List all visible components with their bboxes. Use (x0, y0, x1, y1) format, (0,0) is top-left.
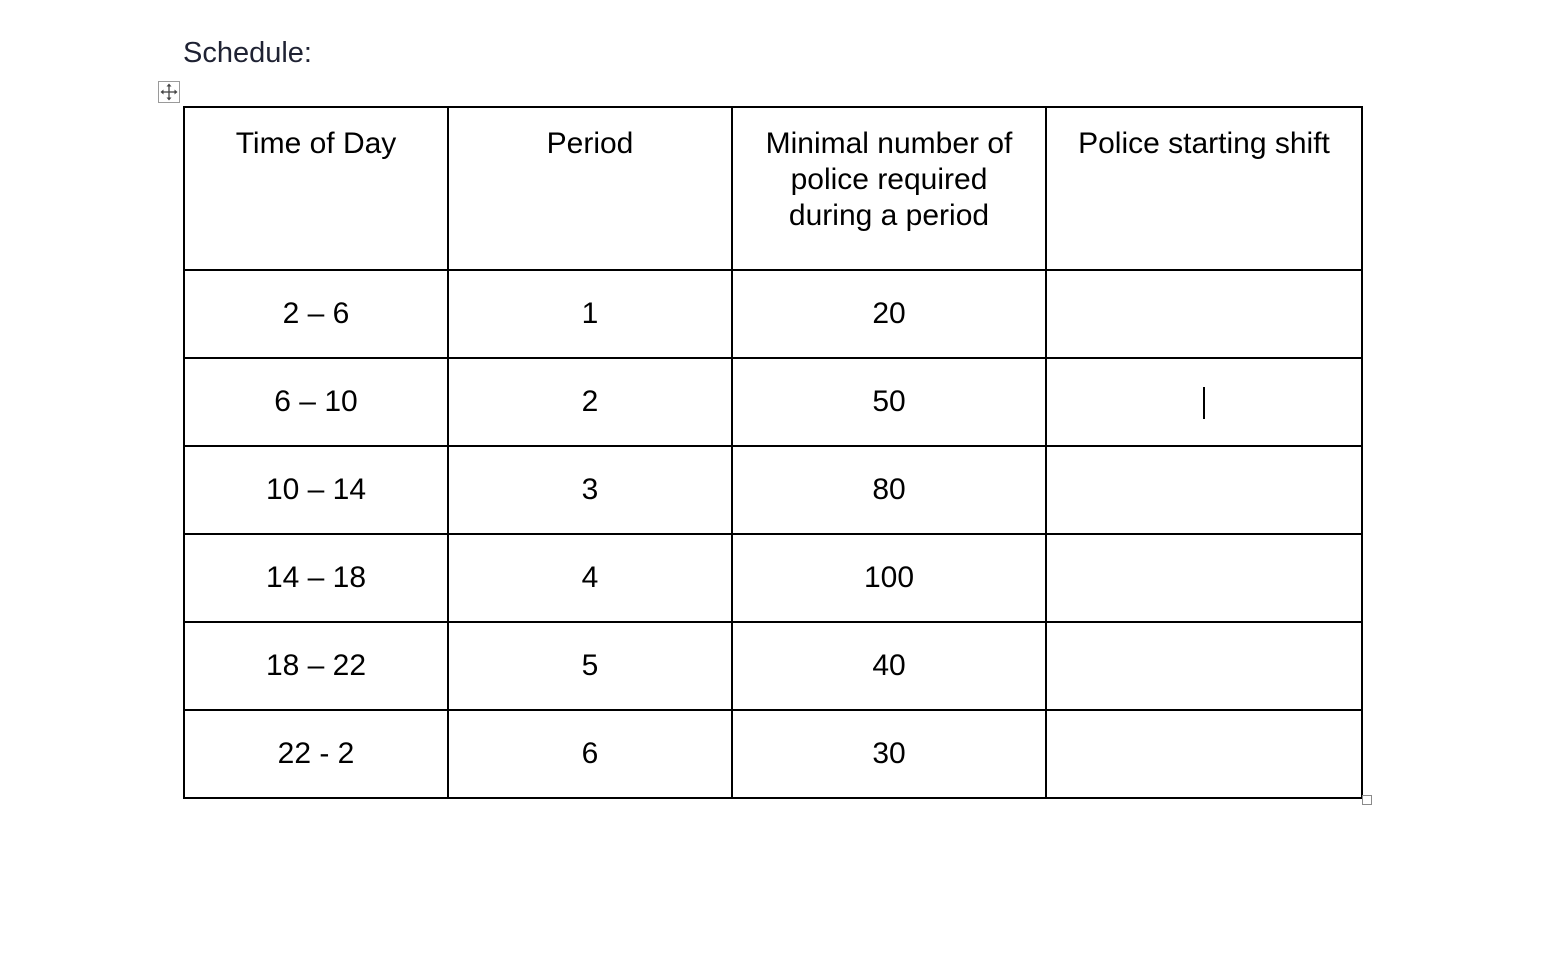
table-move-handle-icon[interactable] (158, 81, 180, 103)
header-minimal-police[interactable]: Minimal number of police required during a period (732, 107, 1046, 270)
cell-time-of-day[interactable]: 22 - 2 (184, 710, 448, 798)
cell-time-of-day[interactable]: 2 – 6 (184, 270, 448, 358)
cell-time-of-day[interactable]: 18 – 22 (184, 622, 448, 710)
cell-period[interactable]: 3 (448, 446, 732, 534)
cell-period[interactable]: 4 (448, 534, 732, 622)
table-resize-handle-icon[interactable] (1362, 795, 1372, 805)
cell-police-starting-shift[interactable] (1046, 622, 1362, 710)
cell-police-starting-shift[interactable] (1046, 270, 1362, 358)
cell-period[interactable]: 2 (448, 358, 732, 446)
cell-time-of-day[interactable]: 10 – 14 (184, 446, 448, 534)
cell-period[interactable]: 5 (448, 622, 732, 710)
cell-police-starting-shift[interactable] (1046, 534, 1362, 622)
cell-minimal-police[interactable]: 20 (732, 270, 1046, 358)
cell-police-starting-shift[interactable] (1046, 446, 1362, 534)
cell-period[interactable]: 6 (448, 710, 732, 798)
header-period[interactable]: Period (448, 107, 732, 270)
text-cursor (1203, 387, 1205, 419)
table-row (184, 534, 1362, 622)
cell-minimal-police[interactable]: 40 (732, 622, 1046, 710)
cell-minimal-police[interactable]: 30 (732, 710, 1046, 798)
table-header-row (184, 107, 1362, 270)
cell-police-starting-shift[interactable] (1046, 710, 1362, 798)
table-row (184, 270, 1362, 358)
table-row (184, 622, 1362, 710)
schedule-table (183, 106, 1363, 799)
header-police-starting-shift[interactable]: Police starting shift (1046, 107, 1362, 270)
cell-period[interactable]: 1 (448, 270, 732, 358)
cell-police-starting-shift-active[interactable] (1046, 358, 1362, 446)
cell-time-of-day[interactable]: 14 – 18 (184, 534, 448, 622)
table-row (184, 710, 1362, 798)
cell-minimal-police[interactable]: 50 (732, 358, 1046, 446)
cell-time-of-day[interactable]: 6 – 10 (184, 358, 448, 446)
table-row (184, 358, 1362, 446)
cell-minimal-police[interactable]: 100 (732, 534, 1046, 622)
cell-minimal-police[interactable]: 80 (732, 446, 1046, 534)
document-heading: Schedule: (183, 37, 312, 69)
table-row (184, 446, 1362, 534)
header-time-of-day[interactable]: Time of Day (184, 107, 448, 270)
